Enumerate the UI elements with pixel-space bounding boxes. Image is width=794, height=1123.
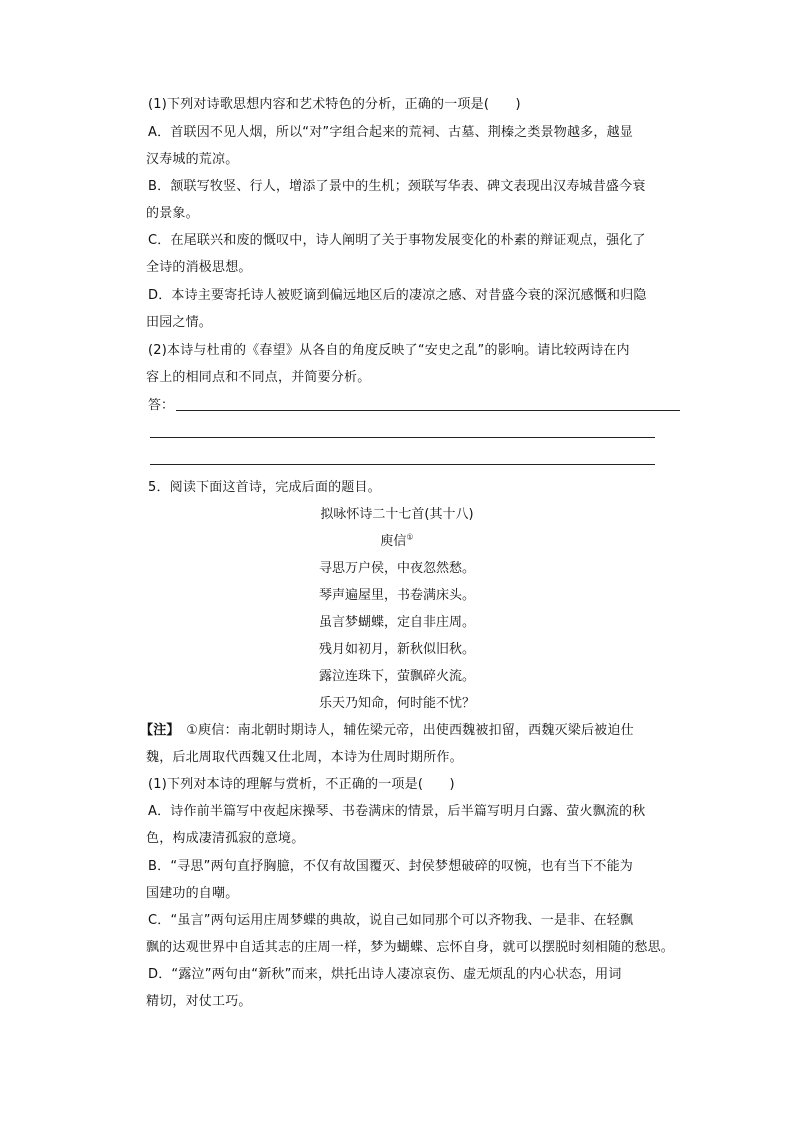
q5-sub1-option-d-line1: D．“露泣”两句由“新秋”而来，烘托出诗人凄凉哀伤、虚无烦乱的内心状态，用词: [148, 967, 622, 982]
q4-sub2-stem-line1: (2)本诗与杜甫的《春望》从各自的角度反映了“安史之乱”的影响。请比较两诗在内: [148, 343, 630, 358]
poem-author-name: 庾信: [380, 534, 407, 549]
poem-line-2: 琴声遍屋里，书卷满床头。: [318, 588, 475, 603]
answer-line-2[interactable]: [150, 437, 655, 438]
q4-sub1-option-a-line2: 汉寿城的荒凉。: [146, 152, 239, 167]
q4-sub1-option-a-line1: A．首联因不见人烟，所以“对”字组合起来的荒祠、古墓、荆榛之类景物越多，越显: [148, 125, 633, 140]
q5-sub1-option-c-line1: C．“虽言”两句运用庄周梦蝶的典故，说自己如同那个可以齐物我、一是非、在轻飘: [148, 913, 634, 928]
q5-stem: 5．阅读下面这首诗，完成后面的题目。: [148, 480, 381, 495]
q4-sub1-option-d-line2: 田园之情。: [146, 315, 213, 330]
poem-line-4: 残月如初月，新秋似旧秋。: [318, 642, 475, 657]
answer-label: 答：: [148, 398, 175, 413]
q4-sub1-option-b-line2: 的景象。: [146, 206, 199, 221]
note-marker: ①: [406, 532, 414, 542]
poem-author: [0, 533, 794, 551]
q4-sub2-stem-line2: 容上的相同点和不同点，并简要分析。: [146, 370, 371, 385]
q4-sub1-option-b-line1: B．颔联写牧竖、行人，增添了景中的生机；颈联写华表、碑文表现出汉寿城昔盛今衰: [148, 179, 646, 194]
q4-sub1-option-c-line2: 全诗的消极思想。: [146, 260, 252, 275]
q5-sub1-option-c-line2: 飘的达观世界中自适其志的庄周一样，梦为蝴蝶、忘怀自身，就可以摆脱时刻相随的愁思。: [146, 940, 675, 955]
poem-line-5: 露泣连珠下，萤飘碎火流。: [318, 669, 475, 684]
answer-line-3[interactable]: [150, 464, 655, 465]
note-line-1: [140, 722, 675, 740]
poem-line-6: 乐天乃知命，何时能不忧？: [318, 696, 475, 711]
poem-line-3: 虽言梦蝴蝶，定自非庄周。: [318, 615, 475, 630]
note-text-1: ①庾信：南北朝时期诗人，辅佐梁元帝，出使西魏被扣留，西魏灭梁后被迫仕: [173, 723, 634, 738]
note-head: 【注】: [140, 723, 174, 738]
poem-title: 拟咏怀诗二十七首(其十八): [320, 507, 474, 522]
q5-sub1-stem: (1)下列对本诗的理解与赏析，不正确的一项是( ): [148, 777, 455, 792]
q5-sub1-option-b-line2: 国建功的自嘲。: [146, 886, 239, 901]
q5-sub1-option-a-line1: A．诗作前半篇写中夜起床操琴、书卷满床的情景，后半篇写明月白露、萤火飘流的秋: [148, 804, 646, 819]
answer-line-1[interactable]: [176, 410, 680, 411]
poem-line-1: 寻思万户侯，中夜忽然愁。: [318, 561, 475, 576]
q5-sub1-option-b-line1: B．“寻思”两句直抒胸臆，不仅有故国覆灭、封侯梦想破碎的叹惋，也有当下不能为: [148, 859, 633, 874]
q4-sub1-stem: (1)下列对诗歌思想内容和艺术特色的分析，正确的一项是( ): [148, 97, 521, 112]
q5-sub1-option-a-line2: 色，构成凄清孤寂的意境。: [146, 831, 305, 846]
q4-sub1-option-d-line1: D．本诗主要寄托诗人被贬谪到偏远地区后的凄凉之感、对昔盛今衰的深沉感慨和归隐: [148, 288, 647, 303]
q4-sub1-option-c-line1: C．在尾联兴和废的慨叹中，诗人阐明了关于事物发展变化的朴素的辩证观点，强化了: [148, 233, 646, 248]
q5-sub1-option-d-line2: 精切，对仗工巧。: [146, 994, 252, 1009]
note-line-2: 魏，后北周取代西魏又仕北周，本诗为仕周时期所作。: [146, 750, 463, 765]
